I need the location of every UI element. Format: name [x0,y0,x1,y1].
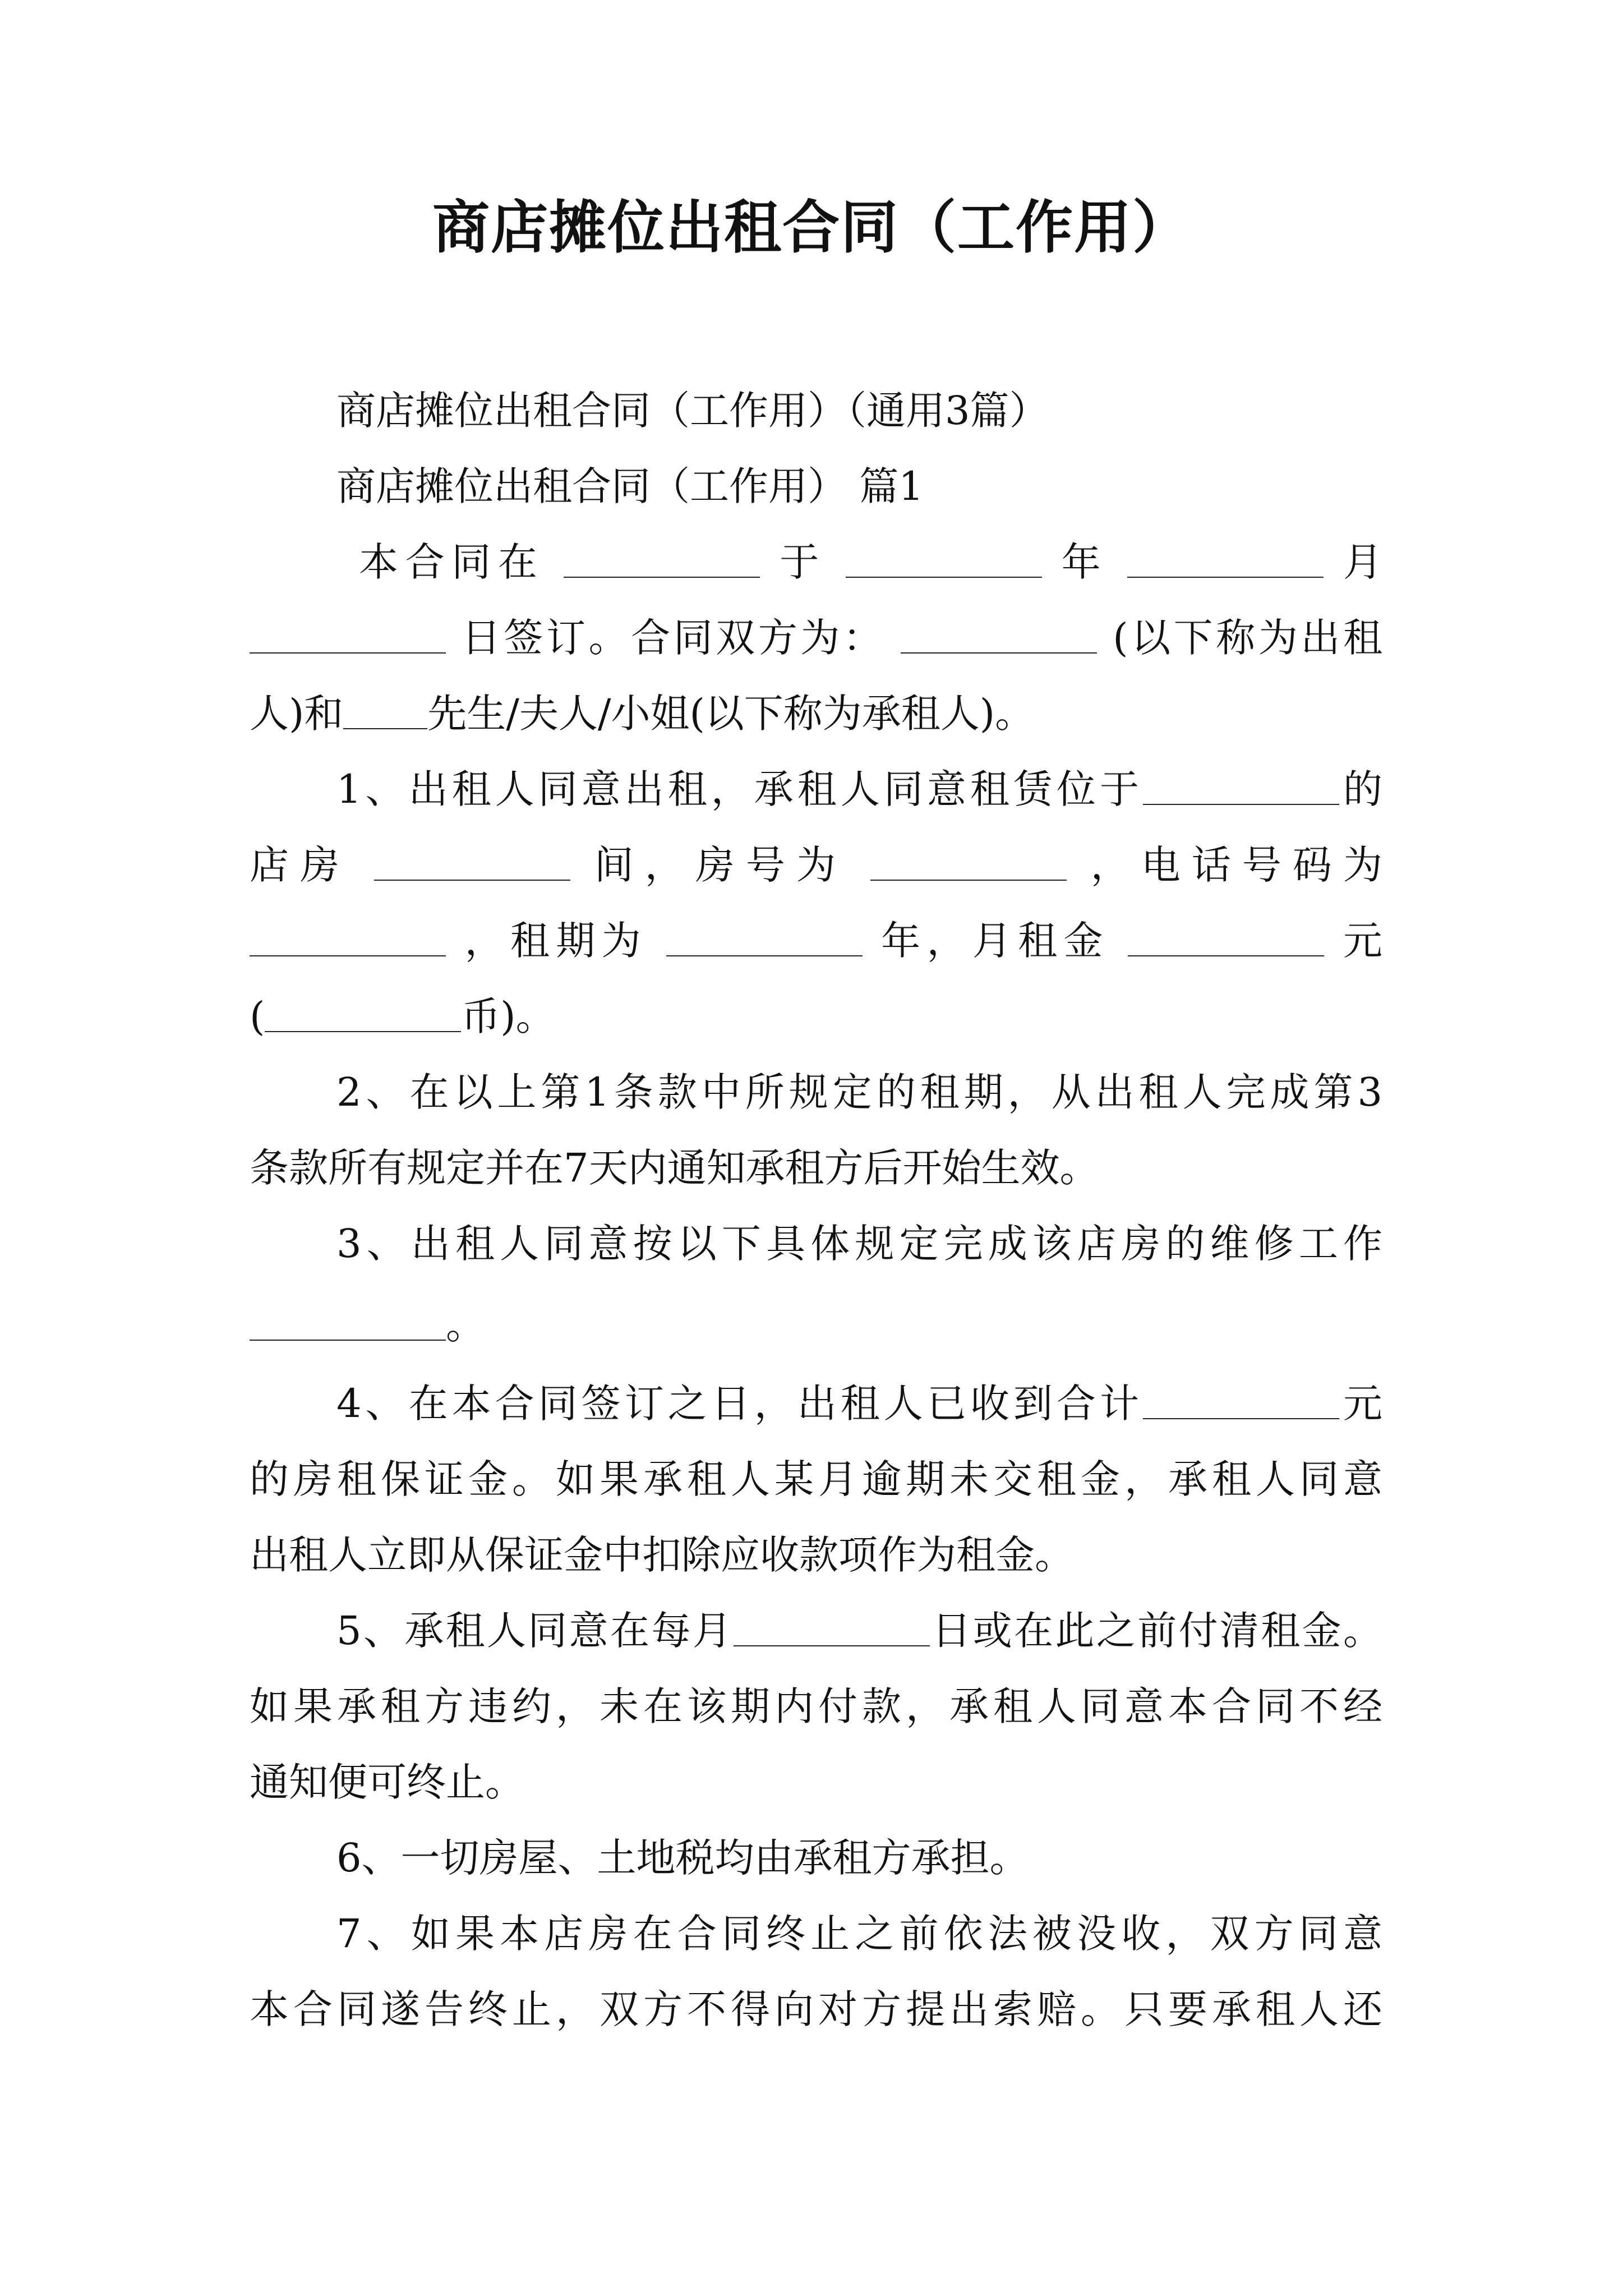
document-title: 商店摊位出租合同（工作用） [432,194,1191,261]
intro-text: 年 [1061,539,1108,585]
clause-1-line-4 [250,993,1382,1040]
intro-line-1 [359,539,1382,586]
clause-text: 日或在此之前付清租金。 [930,1608,1382,1654]
lessor-blank [901,617,1097,654]
clause-text: 年，月租金 [881,918,1109,964]
intro-text: 本合同在 [359,539,545,585]
room-number-blank [870,844,1067,881]
clause-2-line-1: 2、在以上第1条款中所规定的租期，从出租人完成第3 [336,1069,1382,1115]
room-count-blank [374,844,570,881]
month-blank [1127,541,1324,578]
intro-text: 月 [1343,539,1382,585]
payday-blank [734,1610,930,1646]
clause-2-line-2: 条款所有规定并在7天内通知承租方后开始生效。 [250,1145,1099,1191]
clause-7-line-2: 本合同遂告终止，双方不得向对方提出索赔。只要承租人还 [250,1986,1382,2032]
clause-6: 6、一切房屋、土地税均由承租方承担。 [336,1835,1029,1881]
clause-text: ( [250,993,265,1039]
lessee-blank [343,693,427,729]
subtitle: 商店摊位出租合同（工作用）（通用3篇） [336,388,1049,434]
term-blank [666,920,863,956]
clause-text: 4、在本合同签订之日，出租人已收到合计 [336,1381,1143,1427]
clause-4-line-3: 出租人立即从保证金中扣除应收款项作为租金。 [250,1532,1074,1578]
clause-4-line-2: 的房租保证金。如果承租人某月逾期未交租金，承租人同意 [250,1456,1382,1502]
clause-text: 间，房号为 [594,842,847,888]
clause-1-line-3 [250,917,1382,964]
deposit-blank [1143,1383,1339,1419]
clause-text: 5、承租人同意在每月 [336,1608,734,1654]
repair-blank [250,1304,446,1341]
clause-5-line-3: 通知便可终止。 [250,1759,524,1805]
clause-5-line-1 [336,1607,1382,1654]
intro-line-3 [250,690,1382,737]
clause-5-line-2: 如果承租方违约，未在该期内付款，承租人同意本合同不经 [250,1683,1382,1729]
intro-text: 人)和 [250,691,344,737]
clause-text: 的 [1339,766,1382,812]
clause-text: ，租期为 [464,918,647,964]
clause-text: 元 [1343,918,1382,964]
phone-blank [250,920,446,956]
clause-1-line-2 [250,841,1382,889]
location-blank [1143,769,1339,805]
rent-blank [1128,920,1324,956]
intro-text: 先生/夫人/小姐(以下称为承租人)。 [427,691,1035,737]
clause-7-line-1: 7、如果本店房在合同终止之前依法被没收，双方同意 [336,1911,1382,1957]
currency-blank [265,996,461,1032]
clause-text: ，电话号码为 [1090,842,1382,888]
clause-3-line-2 [250,1301,1382,1349]
intro-text: 日签订。合同双方为： [461,615,886,661]
intro-text: 于 [780,539,826,585]
clause-1-line-1 [336,766,1382,813]
day-blank [250,617,446,654]
date-place-blank [564,541,760,578]
year-blank [846,541,1042,578]
clause-text: 1、出租人同意出租，承租人同意租赁位于 [336,766,1143,812]
clause-4-line-1 [336,1380,1382,1427]
clause-text: 店房 [250,842,351,888]
intro-line-2 [250,614,1382,661]
clause-text: 元 [1339,1381,1382,1427]
section-heading: 商店摊位出租合同（工作用） 篇1 [336,463,924,509]
intro-text: (以下称为出租 [1113,615,1382,661]
clause-text: 。 [446,1302,485,1348]
clause-text: 币)。 [461,993,555,1039]
clause-3-line-1: 3、出租人同意按以下具体规定完成该店房的维修工作 [336,1221,1382,1267]
